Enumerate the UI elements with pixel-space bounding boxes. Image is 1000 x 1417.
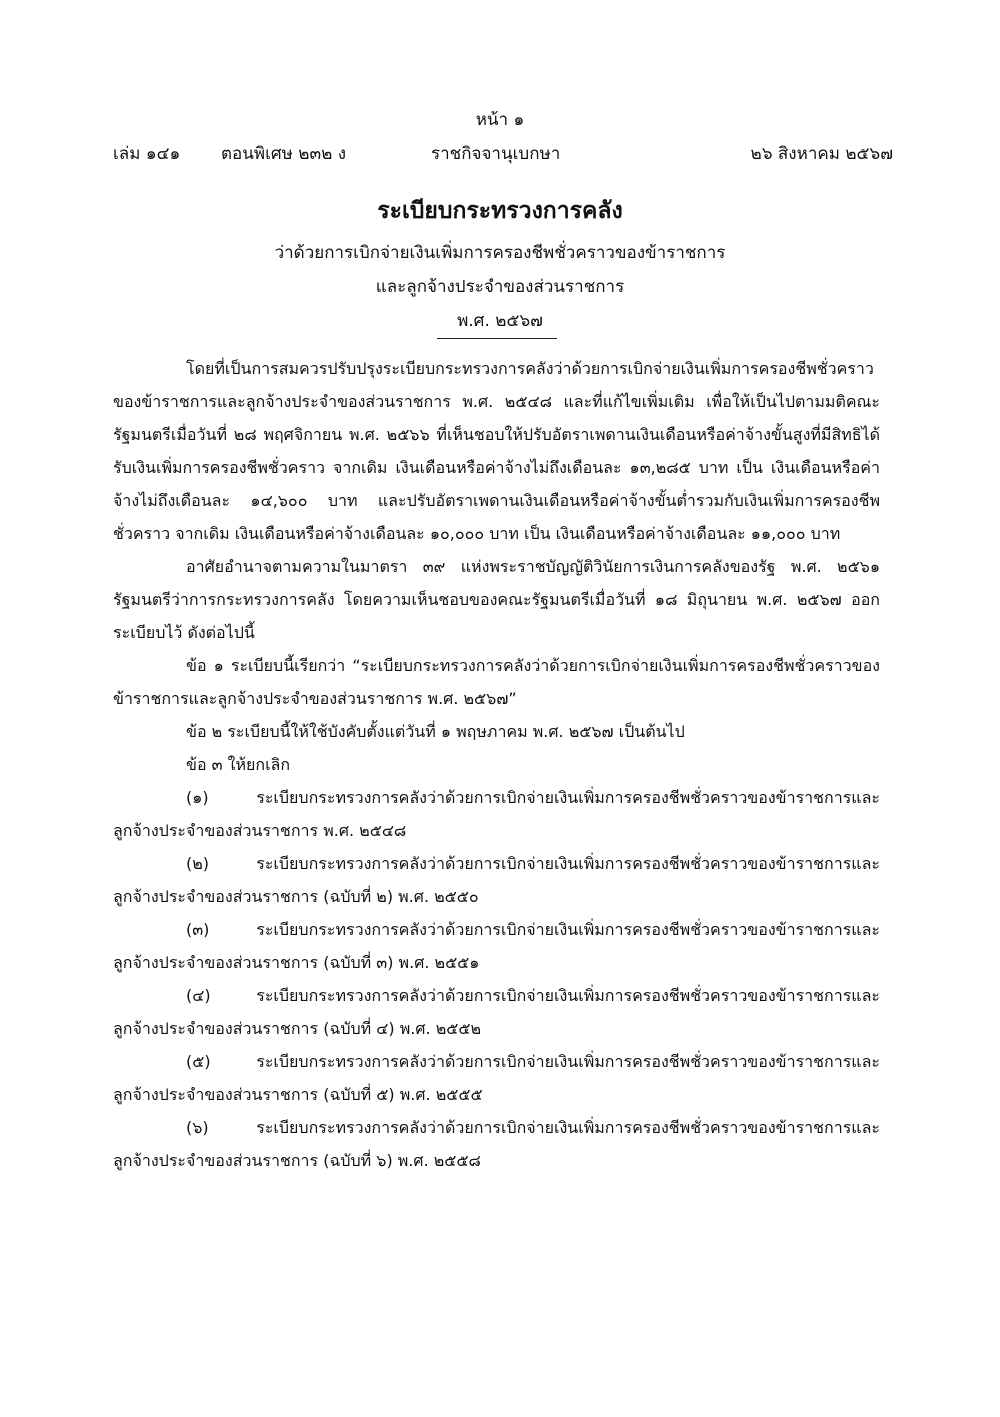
repealed-item-6: (๖) ระเบียบกระทรวงการคลังว่าด้วยการเบิกจ่ายเงินเพิ่มการครองชีพชั่วคราวของข้าราชการและลูกจ้างประจำของส่วนราชการ (ฉบับที่ ๖) พ.ศ. ๒๕๕๘ (113, 1118, 880, 1170)
document-title: ระเบียบกระทรวงการคลัง (377, 198, 623, 224)
preamble-paragraph: โดยที่เป็นการสมควรปรับปรุงระเบียบกระทรวงการคลังว่าด้วยการเบิกจ่ายเงินเพิ่มการครองชีพชั่วคราวของข้าราชการและลูกจ้างประจำของส่วนราชการ พ.ศ. ๒๕๔๘ และที่แก้ไขเพิ่มเติม เพื่อให้เป็นไปตามมติคณะรัฐมนตรีเมื่อวันที่ ๒๘ พฤศจิกายน พ.ศ. ๒๕๖๖ ที่เห็นชอบให้ปรับอัตราเพดานเงินเดือนหรือค่าจ้างขั้นสูงที่มีสิทธิได้รับเงินเพิ่มการครองชีพชั่วคราว จากเดิม เงินเดือนหรือค่าจ้างไม่ถึงเดือนละ ๑๓,๒๘๕ บาท เป็น เงินเดือนหรือค่าจ้างไม่ถึงเดือนละ ๑๔,๖๐๐ บาท และปรับอัตราเพดานเงินเดือนหรือค่าจ้างขั้นต่ำรวมกับเงินเพิ่มการครองชีพชั่วคราว จากเดิม เงินเดือนหรือค่าจ้างเดือนละ ๑๐,๐๐๐ บาท เป็น เงินเดือนหรือค่าจ้างเดือนละ ๑๑,๐๐๐ บาท (113, 359, 880, 543)
gazette-name: ราชกิจจานุเบกษา (431, 144, 561, 164)
document-subtitle-line1: ว่าด้วยการเบิกจ่ายเงินเพิ่มการครองชีพชั่วคราวของข้าราชการ (274, 243, 726, 263)
page-number: หน้า ๑ (475, 110, 525, 130)
document-subtitle-line2: และลูกจ้างประจำของส่วนราชการ (375, 277, 625, 297)
title-underline (437, 338, 557, 339)
repealed-item-1: (๑) ระเบียบกระทรวงการคลังว่าด้วยการเบิกจ่ายเงินเพิ่มการครองชีพชั่วคราวของข้าราชการและลูกจ้างประจำของส่วนราชการ พ.ศ. ๒๕๔๘ (113, 788, 880, 840)
gazette-section: ตอนพิเศษ ๒๓๒ ง (221, 144, 347, 164)
repealed-item-2: (๒) ระเบียบกระทรวงการคลังว่าด้วยการเบิกจ่ายเงินเพิ่มการครองชีพชั่วคราวของข้าราชการและลูกจ้างประจำของส่วนราชการ (ฉบับที่ ๒) พ.ศ. ๒๕๕๐ (113, 854, 880, 906)
gazette-volume: เล่ม ๑๔๑ (113, 144, 181, 164)
authority-paragraph: อาศัยอำนาจตามความในมาตรา ๓๙ แห่งพระราชบัญญัติวินัยการเงินการคลังของรัฐ พ.ศ. ๒๕๖๑ รัฐมนตรีว่าการกระทรวงการคลัง โดยความเห็นชอบของคณะรัฐมนตรีเมื่อวันที่ ๑๘ มิถุนายน พ.ศ. ๒๕๖๗ ออกระเบียบไว้ ดังต่อไปนี้ (113, 557, 880, 642)
clause-1: ข้อ ๑ ระเบียบนี้เรียกว่า “ระเบียบกระทรวงการคลังว่าด้วยการเบิกจ่ายเงินเพิ่มการครองชีพชั่วคราวของข้าราชการและลูกจ้างประจำของส่วนราชการ พ.ศ. ๒๕๖๗” (113, 656, 880, 708)
document-year: พ.ศ. ๒๕๖๗ (457, 311, 543, 331)
clause-2: ข้อ ๒ ระเบียบนี้ให้ใช้บังคับตั้งแต่วันที่ ๑ พฤษภาคม พ.ศ. ๒๕๖๗ เป็นต้นไป (186, 722, 685, 741)
title-block (0, 196, 1000, 338)
repealed-item-5: (๕) ระเบียบกระทรวงการคลังว่าด้วยการเบิกจ่ายเงินเพิ่มการครองชีพชั่วคราวของข้าราชการและลูกจ้างประจำของส่วนราชการ (ฉบับที่ ๕) พ.ศ. ๒๕๕๕ (113, 1052, 880, 1104)
gazette-header (113, 140, 893, 164)
document-body (113, 352, 880, 1177)
repealed-item-3: (๓) ระเบียบกระทรวงการคลังว่าด้วยการเบิกจ่ายเงินเพิ่มการครองชีพชั่วคราวของข้าราชการและลูกจ้างประจำของส่วนราชการ (ฉบับที่ ๓) พ.ศ. ๒๕๕๑ (113, 920, 880, 972)
gazette-date: ๒๖ สิงหาคม ๒๕๖๗ (750, 144, 893, 164)
repealed-item-4: (๔) ระเบียบกระทรวงการคลังว่าด้วยการเบิกจ่ายเงินเพิ่มการครองชีพชั่วคราวของข้าราชการและลูกจ้างประจำของส่วนราชการ (ฉบับที่ ๔) พ.ศ. ๒๕๕๒ (113, 986, 880, 1038)
clause-3: ข้อ ๓ ให้ยกเลิก (186, 755, 291, 774)
